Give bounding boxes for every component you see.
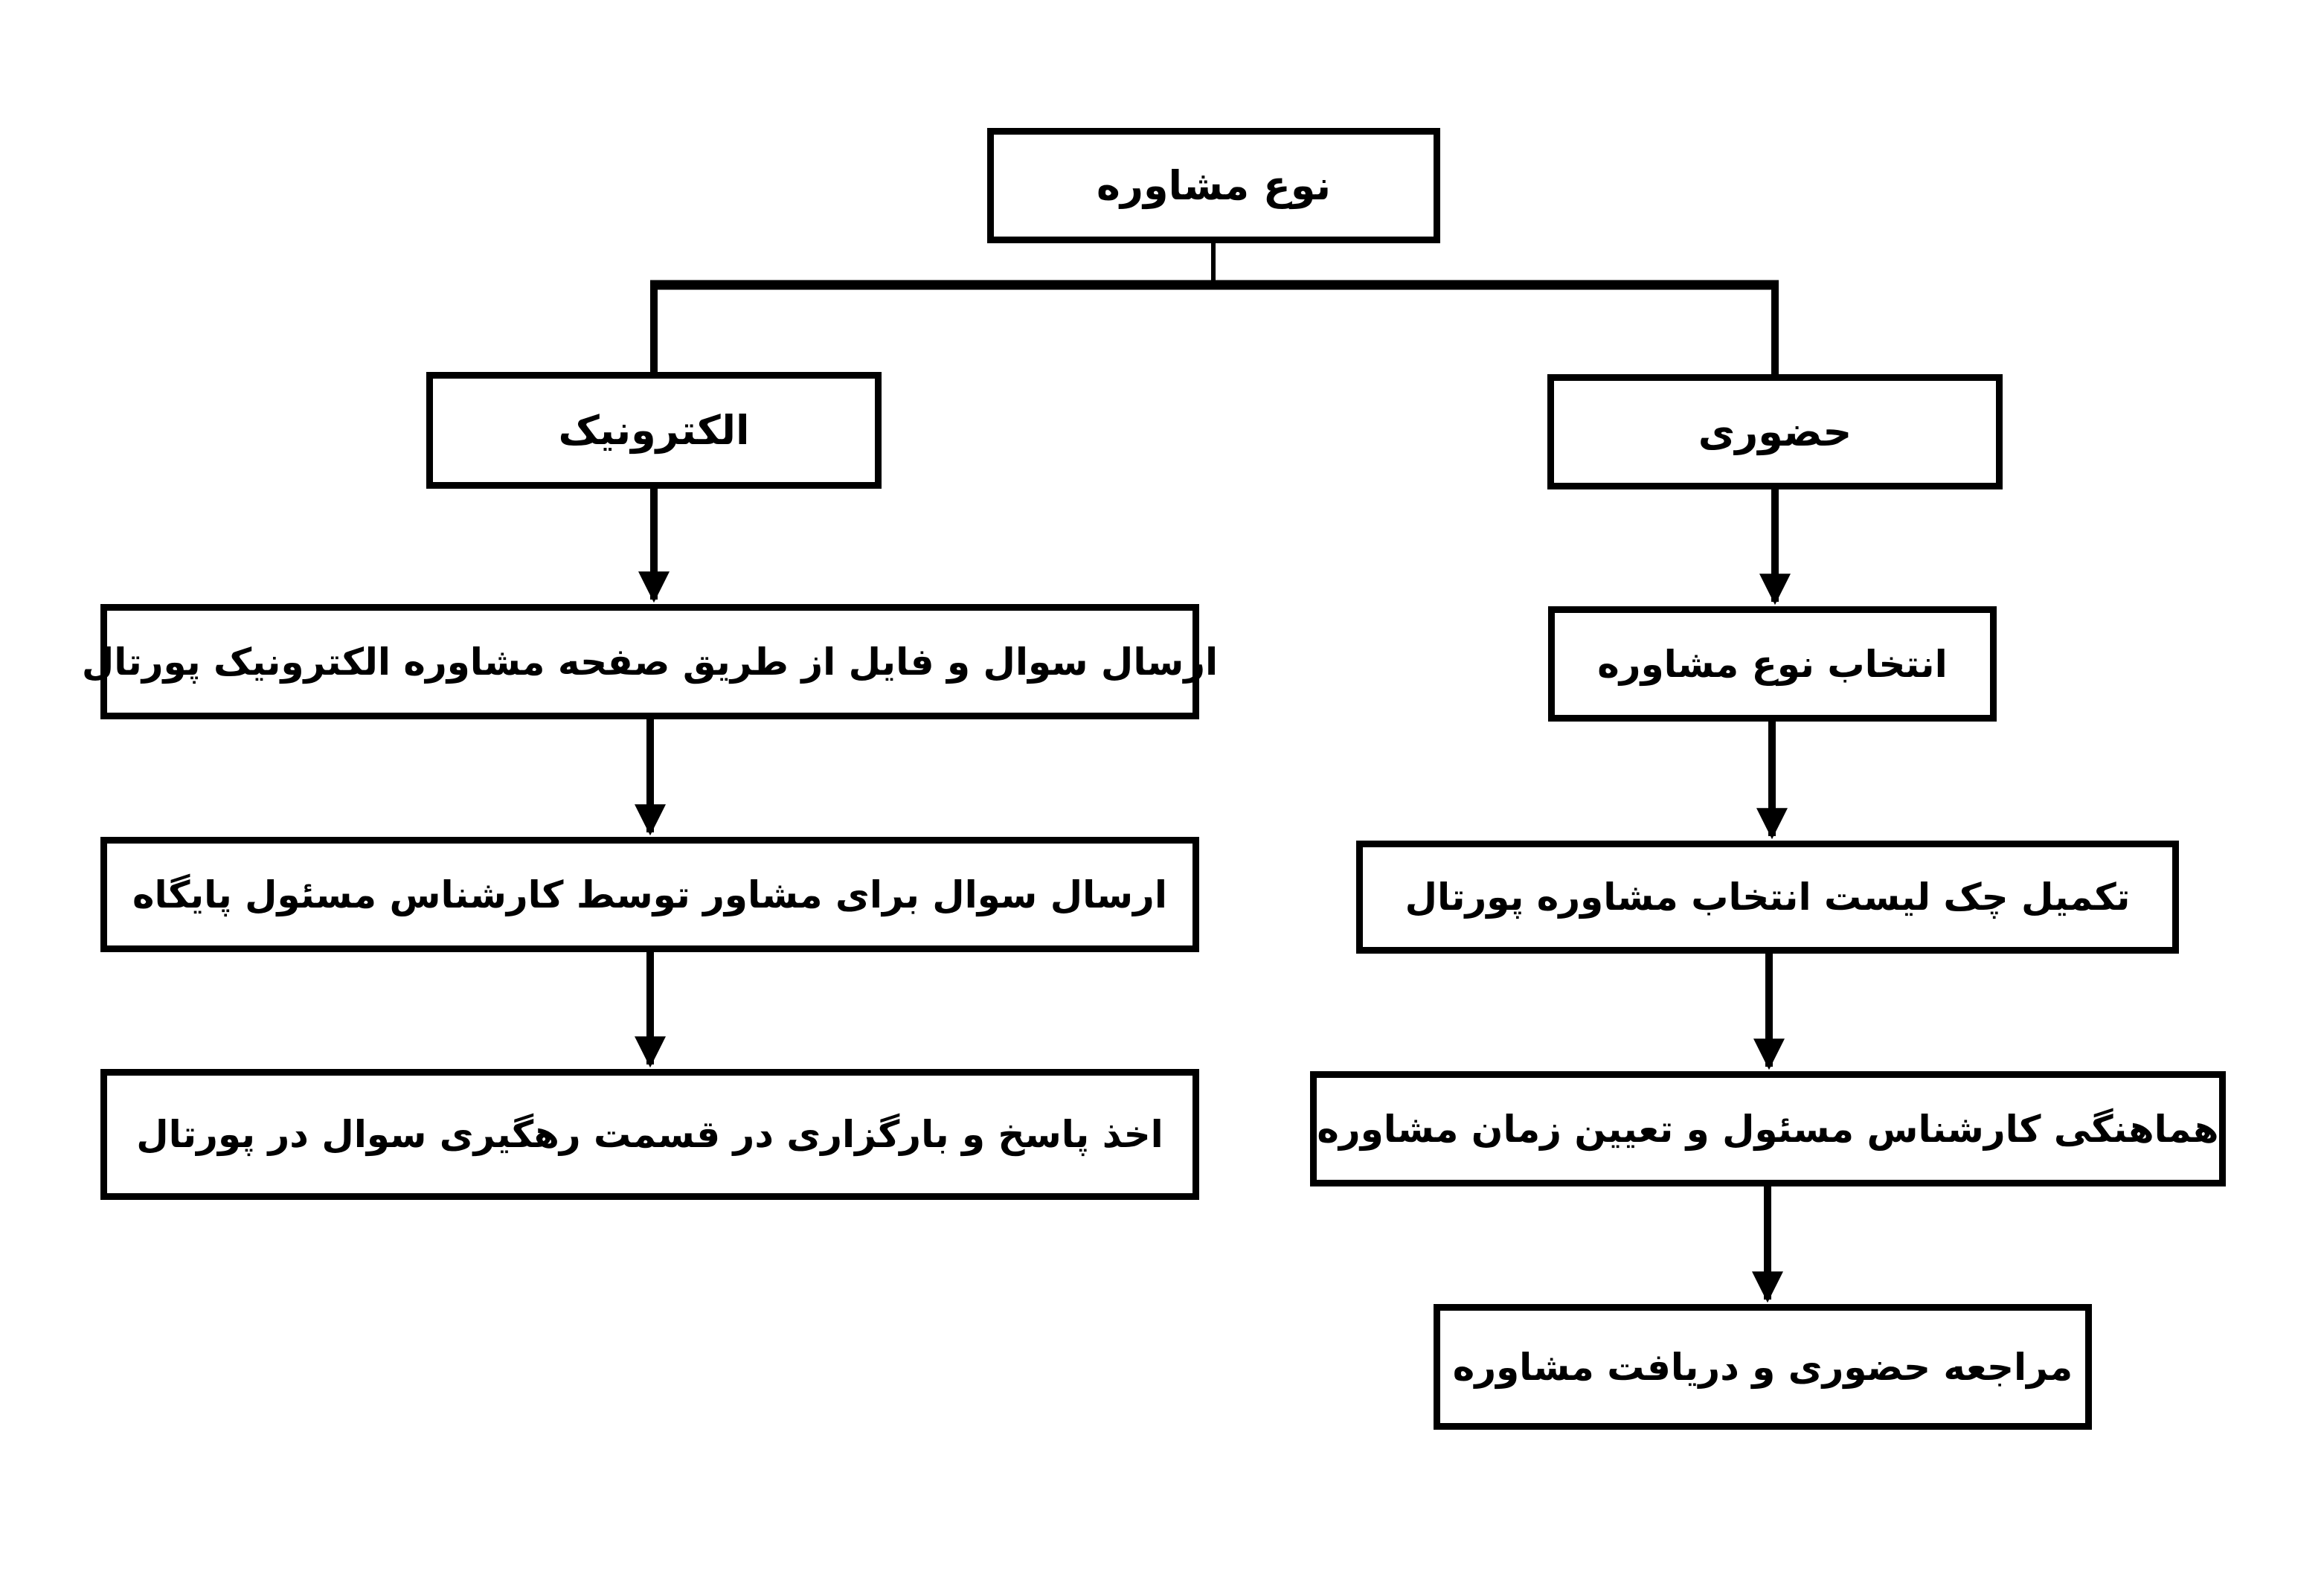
flow-node-select-consultation-type [1548,606,1997,722]
flow-node-coordinate-expert-set-time [1310,1071,2226,1186]
flow-node-visit-receive-consultation [1434,1304,2092,1430]
node-label: نوع مشاوره [1097,162,1332,209]
node-label: تکمیل چک لیست انتخاب مشاوره پورتال [1405,876,2131,919]
flow-node-complete-checklist [1356,841,2179,954]
flow-node-send-question-file-portal [81,604,1219,719]
node-label: هماهنگی کارشناس مسئول و تعیین زمان مشاوره [1317,1107,2219,1151]
flow-node-electronic [426,372,882,489]
node-label: اخذ پاسخ و بارگزاری در قسمت رهگیری سوال در پورتال [136,1113,1163,1156]
node-label: الکترونیک [558,407,750,454]
node-label: ارسال سوال و فایل از طریق صفحه مشاوره الکترونیک پورتال [81,640,1219,684]
node-label: حضوری [1698,408,1852,455]
flow-node-consultation-type [987,128,1440,243]
flow-node-receive-answer-upload-tracking [100,1069,1199,1200]
node-label: مراجعه حضوری و دریافت مشاوره [1452,1345,2073,1389]
flow-node-in-person [1547,374,2003,489]
node-label: ارسال سوال برای مشاور توسط کارشناس مسئول پایگاه [132,873,1167,916]
node-label: انتخاب نوع مشاوره [1597,642,1948,686]
flow-node-send-question-to-consultant [100,837,1199,952]
